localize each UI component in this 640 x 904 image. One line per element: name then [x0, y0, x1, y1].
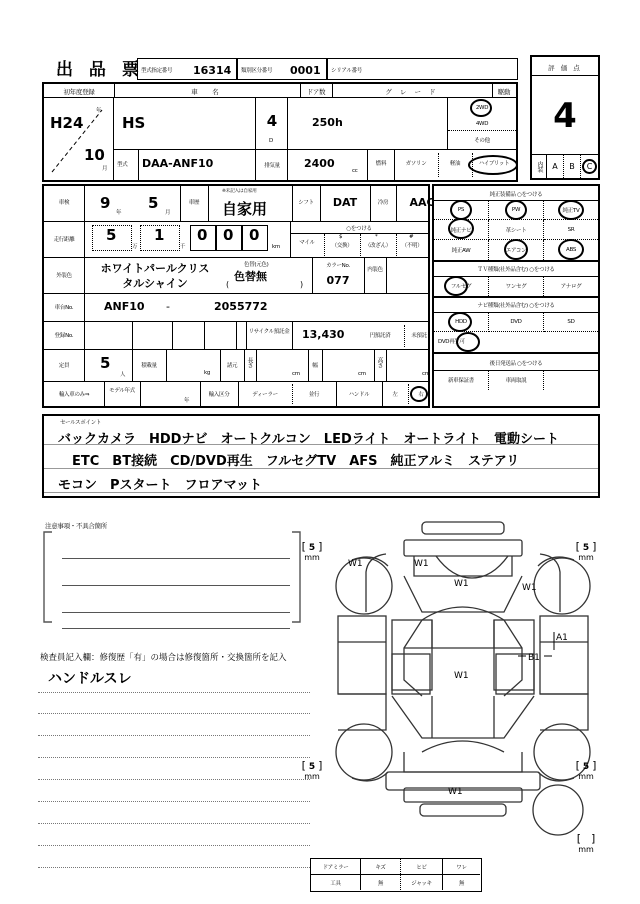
tools-label: 工具: [311, 875, 361, 890]
chassis-serial: 2055772: [214, 300, 268, 313]
caution-line-1[interactable]: [62, 558, 290, 559]
svg-text:W1: W1: [454, 671, 469, 681]
circle-note: ○をつける: [290, 222, 428, 234]
svg-text:W1: W1: [414, 559, 429, 569]
parallel-option[interactable]: 並行: [308, 392, 320, 398]
note-line[interactable]: [38, 692, 310, 693]
mileage-sen: 1: [154, 226, 165, 244]
car-name-cell: [114, 98, 256, 150]
chassis-label: 車台No.: [54, 305, 74, 311]
month-unit: 月: [102, 166, 108, 172]
fuel-label: 燃料: [375, 161, 387, 167]
jack-value: 無: [458, 880, 465, 887]
divider: [532, 75, 598, 76]
jack-label: ジャッキ: [401, 875, 443, 890]
drive-label: 駆動: [497, 87, 511, 96]
dvd-play-row: [434, 332, 598, 352]
svg-text:W1: W1: [448, 787, 463, 797]
sales-point-line-3: モコン Pスタート フロアマット: [58, 478, 263, 493]
shaken-year-unit: 年: [116, 210, 122, 216]
interior-option-a[interactable]: A: [547, 155, 564, 178]
shaken-label: 車検: [58, 200, 70, 206]
bottom-table-row-1: [311, 859, 480, 875]
length-unit: cm: [292, 371, 300, 377]
navi-hdd[interactable]: HDD: [434, 312, 489, 332]
recycle-unit: 円預託済: [369, 333, 391, 339]
drive-cell: [448, 98, 516, 150]
class-code-box: [237, 58, 327, 80]
repaint-label: 色替(元色): [244, 262, 269, 268]
note-line[interactable]: [38, 867, 310, 868]
serial-label: シリアル番号: [331, 68, 362, 74]
model-year-unit: 年: [184, 398, 190, 404]
tamper-sup: *: [375, 234, 378, 240]
shaken-month: 5: [148, 194, 159, 212]
svg-text:B1: B1: [528, 653, 540, 663]
note-line[interactable]: [38, 779, 310, 780]
interior-row: [532, 154, 598, 178]
exchange-sup: $: [339, 234, 343, 240]
shift-value: DAT: [332, 196, 358, 209]
inspector-text: ハンドルスレ: [48, 671, 132, 687]
height-unit: cm: [422, 371, 430, 377]
shift-label: シフト: [298, 200, 314, 206]
chassis-row: [44, 294, 428, 322]
interior-label: 内装: [532, 155, 547, 178]
import-only-label: 輸入車のみ⇒: [58, 392, 90, 398]
displacement-unit: cc: [352, 168, 358, 174]
note-line[interactable]: [38, 801, 310, 802]
recycle-not[interactable]: 未預託: [411, 333, 427, 339]
mileage-label: 走行距離: [53, 237, 75, 243]
drive-other[interactable]: その他: [474, 138, 490, 144]
mile-option[interactable]: マイル: [299, 240, 315, 246]
note-line[interactable]: [38, 713, 310, 714]
handle-left[interactable]: 左: [392, 392, 398, 398]
capacity-row: [44, 350, 428, 382]
interior-option-c[interactable]: C: [581, 155, 598, 178]
caution-label: 注意事項・不具合箇所: [45, 522, 108, 530]
fuel-hybrid[interactable]: ハイブリット: [478, 161, 510, 167]
navi-type-header: ナビ種類(社外品含む) ○をつける: [477, 303, 555, 309]
reg-no-label: 登録No.: [54, 333, 74, 339]
bottom-table: [310, 858, 482, 892]
grade-panel: [530, 55, 600, 180]
model-code-label: 型式指定番号: [141, 68, 173, 74]
tire-depth-front-left: [ 5 ] mm: [301, 540, 323, 562]
vehicle-header-strip: [44, 84, 516, 98]
tv-analog[interactable]: アナログ: [560, 284, 582, 290]
mileage-man: 5: [106, 226, 117, 244]
first-reg-label: 初年度登録: [63, 87, 95, 96]
later-blank[interactable]: [544, 370, 598, 390]
tools-value: 無: [361, 875, 401, 890]
car-name-label: 車 名: [191, 87, 223, 96]
load-unit: kg: [204, 370, 211, 376]
exchange-option[interactable]: （交換）: [331, 243, 353, 249]
recycle-label: リサイクル預託金: [248, 329, 290, 335]
vehicle-diagram: [326, 520, 600, 870]
drive-2wd[interactable]: 2WD: [475, 104, 489, 111]
class-code-value: 0001: [290, 64, 321, 77]
grade-panel-label: 評 価 点: [548, 63, 582, 72]
mileage-sen-unit: 千: [180, 244, 186, 250]
repaint-value: 色替無: [234, 270, 267, 283]
equip-aircon[interactable]: エアコン: [489, 240, 544, 260]
equip-abs[interactable]: ABS: [565, 247, 577, 253]
doors-value: 4: [266, 112, 278, 130]
unknown-sup: #: [409, 234, 414, 240]
model-year-label: モデル年式: [109, 388, 135, 394]
inspector-label: 検査員記入欄：修復歴「有」の場合は修復箇所・交換箇所を記入: [40, 653, 287, 663]
later-shipment-header: 後日発送品 ○をつける: [489, 361, 543, 367]
later-new-warranty[interactable]: 新車保証書: [434, 370, 489, 390]
shaken-month-unit: 月: [165, 210, 171, 216]
type-label: 型式: [117, 162, 128, 168]
later-manual[interactable]: 車両取説: [489, 370, 544, 390]
tire-depth-rear-right: [ 5 ] mm: [575, 759, 597, 781]
genuine-equipment-header: 純正装備品 ○をつける: [489, 192, 543, 198]
grade-cell: [288, 98, 448, 150]
registration-row: [44, 322, 428, 350]
ac-label: 冷房: [377, 200, 389, 206]
mileage-d3: 0: [249, 226, 260, 244]
serial-box: [327, 58, 518, 80]
mileage-unit: km: [272, 244, 280, 250]
caution-line-2[interactable]: [62, 585, 290, 586]
grade-value: 250h: [312, 116, 343, 129]
usage-label: 車歴: [188, 200, 200, 206]
grade-label: グ レ ー ド: [385, 87, 439, 96]
tv-fullseg[interactable]: フルセグ: [434, 276, 489, 296]
svg-text:A1: A1: [556, 633, 568, 643]
color-no-label: カラーNo.: [326, 263, 350, 269]
dealer-option[interactable]: ディーラー: [252, 392, 278, 398]
fuel-row: [368, 150, 516, 180]
note-line[interactable]: [38, 735, 310, 736]
mileage-row: [44, 222, 428, 258]
tamper-option[interactable]: （改ざん）: [364, 243, 391, 249]
caution-line-4[interactable]: [62, 628, 290, 629]
ext-color-label: 外装色: [56, 273, 72, 279]
sales-point-line-1: バックカメラ HDDナビ オートクルコン LEDライト オートライト 電動シート: [58, 432, 559, 447]
equip-genuine-aw[interactable]: 純正AW: [434, 240, 489, 260]
capacity-label: 定員: [58, 363, 70, 369]
displacement-value-cell: [288, 150, 368, 180]
int-color-label: 内装色: [367, 267, 383, 273]
scratch-label: キズ: [361, 859, 401, 874]
width-label: 幅: [312, 363, 318, 369]
import-div-label: 輸入区分: [208, 392, 230, 398]
car-name-value: HS: [122, 114, 146, 132]
dims-label: 諸元: [226, 363, 238, 369]
first-reg-year: H24: [50, 114, 84, 132]
color-row: [44, 258, 428, 294]
type-cell: [114, 150, 256, 180]
equip-sr[interactable]: SR: [544, 220, 598, 240]
grade-panel-value: 4: [553, 96, 577, 136]
usage-note: ※未記入は自家用: [222, 188, 257, 194]
fuel-diesel[interactable]: 軽油: [449, 161, 461, 167]
capacity-value: 5: [100, 354, 111, 372]
svg-text:W1: W1: [348, 559, 363, 569]
dvd-play-option[interactable]: DVD再生可: [438, 339, 465, 345]
width-unit: cm: [358, 371, 366, 377]
ac-value: AAC: [409, 196, 435, 209]
equip-ps[interactable]: PS: [434, 200, 489, 220]
tire-depth-rear-left: [ 5 ] mm: [301, 759, 323, 781]
unknown-option[interactable]: （不明）: [401, 243, 423, 249]
doors-unit: D: [269, 138, 273, 144]
recycle-value: 13,430: [302, 328, 345, 341]
equip-genuine-tv[interactable]: 純正TV: [544, 200, 598, 220]
mileage-d1: 0: [197, 226, 208, 244]
svg-text:W1: W1: [522, 583, 537, 593]
model-code-box: [137, 58, 237, 80]
displacement-label-cell: [256, 150, 288, 180]
class-code-label: 類別区分番号: [241, 68, 273, 74]
note-line[interactable]: [38, 757, 310, 758]
height-label: 高さ: [376, 357, 383, 369]
length-label: 長さ: [246, 357, 253, 369]
bottom-table-row-2: [311, 875, 480, 891]
spare-tire-depth: [ ] mm: [576, 832, 596, 854]
drive-4wd[interactable]: 4WD: [448, 117, 516, 131]
displacement-label: 排気量: [264, 163, 280, 169]
shaken-year: 9: [100, 194, 111, 212]
chassis-prefix: ANF10: [104, 300, 145, 313]
import-row: [44, 382, 428, 406]
first-reg-cell: [44, 98, 114, 180]
navi-sd[interactable]: SD: [544, 312, 598, 332]
equip-genuine-navi[interactable]: 純正ナビ: [434, 220, 489, 240]
tv-options-row: [434, 276, 598, 296]
tv-oneseg[interactable]: ワンセグ: [489, 276, 544, 296]
later-shipment-row: [434, 370, 598, 390]
equip-leather-seat[interactable]: 革シート: [489, 220, 544, 240]
sales-point-line-2: ETC BT接続 CD/DVD再生 フルセグTV AFS 純正アルミ ステアリ: [72, 454, 520, 469]
capacity-unit: 人: [120, 372, 126, 378]
navi-dvd[interactable]: DVD: [489, 312, 544, 332]
doors-label: ドア数: [306, 87, 326, 96]
break-label: ワレ: [456, 864, 467, 871]
crack-label: ヒビ: [401, 859, 443, 874]
usage-value: 自家用: [222, 200, 268, 218]
first-reg-month: 10: [84, 146, 105, 164]
color-no-value: 077: [326, 274, 350, 287]
door-mirror-label: ドアミラー: [311, 859, 361, 874]
fuel-gasoline[interactable]: ガソリン: [405, 161, 427, 167]
mileage-man-unit: 万: [132, 244, 138, 250]
sales-points-label: セールスポイント: [60, 420, 102, 426]
load-label: 積載量: [141, 363, 157, 369]
tv-type-header: ＴＶ種類(社外品含む) ○をつける: [477, 267, 555, 273]
paren-open: (: [226, 280, 230, 289]
ext-color-value: ホワイトパールクリス タルシャイン: [100, 262, 210, 290]
chassis-dash: -: [166, 300, 170, 313]
handle-right[interactable]: 右: [418, 392, 424, 398]
shaken-row: [44, 186, 435, 222]
paren-close: ): [300, 280, 304, 289]
model-code-value: 16314: [193, 64, 232, 77]
svg-text:W1: W1: [454, 579, 469, 589]
page-title: 出 品 票: [56, 60, 144, 80]
type-value: DAA-ANF10: [142, 157, 214, 170]
handle-label: ハンドル: [348, 392, 370, 398]
displacement-value: 2400: [304, 157, 335, 170]
year-unit: 年: [96, 108, 102, 114]
tire-depth-front-right: [ 5 ] mm: [575, 540, 597, 562]
mileage-d2: 0: [223, 226, 234, 244]
interior-option-b[interactable]: B: [564, 155, 581, 178]
equipment-grid: [434, 200, 598, 260]
note-line[interactable]: [38, 845, 310, 846]
equip-pw[interactable]: PW: [489, 200, 544, 220]
doors-cell: [256, 98, 288, 150]
note-line[interactable]: [38, 823, 310, 824]
navi-options-row: [434, 312, 598, 332]
caution-line-3[interactable]: [62, 612, 290, 613]
